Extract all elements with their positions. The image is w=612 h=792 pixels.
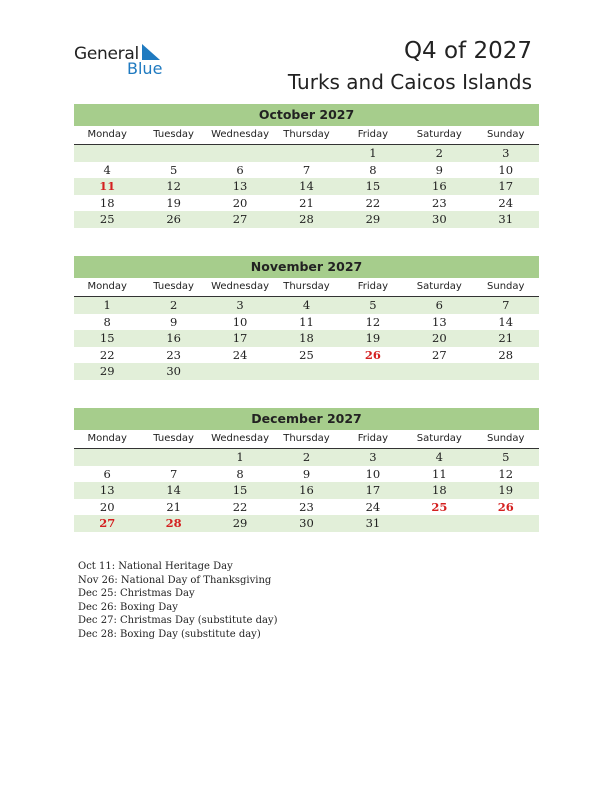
day-cell: [140, 145, 206, 162]
day-cell: 15: [99, 331, 115, 345]
week-row: [74, 297, 539, 314]
holiday-day-cell: 28: [165, 516, 182, 530]
weekday-label: Sunday: [487, 433, 525, 444]
holiday-note: Dec 27: Christmas Day (substitute day): [78, 615, 278, 626]
month-november: [74, 256, 539, 380]
holiday-note: Dec 25: Christmas Day: [78, 588, 195, 599]
week-row: [74, 145, 539, 162]
day-cell: 28: [299, 212, 314, 226]
holiday-day-cell: 26: [497, 499, 514, 514]
logo: [74, 44, 174, 78]
day-cell: 12: [166, 179, 181, 193]
week-row: [74, 211, 539, 228]
holiday-notes: [78, 560, 277, 641]
day-cell: 20: [99, 499, 115, 514]
day-cell: 10: [232, 314, 248, 329]
week-row: [74, 482, 539, 499]
week-row: [74, 314, 539, 331]
day-cell: 25: [299, 347, 314, 362]
day-cell: 14: [299, 179, 314, 193]
week-row: [74, 449, 539, 466]
day-cell: 22: [232, 499, 248, 514]
day-cell: 21: [166, 499, 181, 514]
weekday-label: Saturday: [416, 433, 462, 444]
weekday-label: Friday: [357, 433, 389, 444]
weekday-header-row: [74, 430, 539, 449]
month-title: December 2027: [74, 408, 539, 430]
day-cell: 9: [435, 162, 443, 177]
day-cell: [473, 515, 539, 532]
day-cell: 27: [432, 347, 447, 362]
day-cell: 8: [103, 314, 111, 329]
month-december: [74, 408, 539, 532]
day-cell: 21: [299, 195, 314, 210]
day-cell: 29: [232, 516, 248, 530]
holiday-note: Nov 26: National Day of Thanksgiving: [78, 574, 272, 586]
day-cell: 15: [232, 483, 248, 497]
day-cell: 7: [502, 298, 510, 312]
day-cell: 7: [302, 162, 311, 177]
day-cell: 6: [236, 162, 244, 177]
day-cell: 4: [103, 162, 111, 177]
day-cell: [473, 363, 539, 380]
day-cell: 2: [435, 146, 443, 160]
week-row: [74, 347, 539, 364]
logo-text-blue: Blue: [127, 59, 163, 78]
day-cell: 11: [432, 466, 447, 481]
day-cell: 16: [299, 483, 314, 497]
day-cell: 31: [498, 212, 514, 226]
day-cell: 5: [369, 298, 377, 312]
day-cell: 24: [498, 195, 514, 210]
day-cell: 13: [99, 483, 115, 497]
day-cell: 3: [369, 450, 377, 464]
day-cell: [406, 515, 472, 532]
day-cell: 24: [365, 499, 381, 514]
day-cell: [74, 449, 140, 466]
day-cell: 12: [365, 314, 381, 329]
day-cell: 2: [169, 298, 178, 312]
day-cell: 7: [169, 466, 178, 481]
weekday-label: Monday: [87, 281, 127, 292]
logo-triangle-icon: [140, 44, 160, 60]
day-cell: 19: [365, 331, 381, 345]
weekday-label: Monday: [87, 129, 127, 140]
weekday-label: Sunday: [487, 129, 525, 140]
day-cell: 13: [432, 314, 447, 329]
page-title: Q4 of 2027: [403, 38, 532, 64]
day-cell: [340, 363, 406, 380]
day-cell: 8: [236, 466, 244, 481]
day-cell: [74, 145, 140, 162]
day-cell: 4: [302, 298, 311, 312]
day-cell: 6: [435, 298, 443, 312]
day-cell: 2: [302, 450, 311, 464]
day-cell: 10: [365, 466, 381, 481]
month-title: November 2027: [74, 256, 539, 278]
month-october: [74, 104, 539, 228]
day-cell: 18: [99, 195, 115, 210]
day-cell: 25: [99, 212, 115, 226]
day-cell: [273, 145, 339, 162]
day-cell: 5: [502, 450, 510, 464]
weekday-label: Thursday: [283, 281, 330, 292]
day-cell: 19: [166, 195, 181, 210]
day-cell: 1: [236, 450, 244, 464]
day-cell: 22: [365, 195, 381, 210]
day-cell: 9: [169, 314, 178, 329]
holiday-day-cell: 25: [431, 499, 448, 514]
weekday-label: Thursday: [283, 129, 330, 140]
week-row: [74, 363, 539, 380]
holiday-day-cell: 11: [99, 179, 116, 193]
day-cell: 17: [365, 483, 381, 497]
day-cell: 21: [498, 331, 514, 345]
day-cell: 3: [236, 298, 244, 312]
holiday-note: Oct 11: National Heritage Day: [78, 561, 233, 572]
holiday-note: Dec 28: Boxing Day (substitute day): [78, 628, 261, 640]
weekday-label: Wednesday: [211, 129, 269, 140]
day-cell: 29: [365, 212, 381, 226]
day-cell: 13: [232, 179, 248, 193]
day-cell: 16: [432, 179, 447, 193]
day-cell: [140, 449, 206, 466]
day-cell: 8: [369, 162, 377, 177]
holiday-day-cell: 27: [99, 516, 116, 530]
day-cell: 1: [103, 298, 111, 312]
day-cell: 24: [232, 347, 248, 362]
day-cell: [207, 145, 273, 162]
day-cell: 3: [502, 146, 510, 160]
weekday-label: Saturday: [416, 281, 462, 292]
page-subtitle: Turks and Caicos Islands: [287, 70, 532, 94]
day-cell: 31: [365, 516, 381, 530]
month-title: October 2027: [74, 104, 539, 126]
weekday-label: Wednesday: [211, 433, 269, 444]
day-cell: 29: [99, 364, 115, 378]
day-cell: [273, 363, 339, 380]
weekday-label: Sunday: [487, 281, 525, 292]
logo-text-general: General: [74, 44, 139, 64]
weekday-header-row: [74, 126, 539, 145]
week-row: [74, 178, 539, 195]
day-cell: 30: [299, 516, 314, 530]
day-cell: 18: [432, 483, 447, 497]
day-cell: 28: [498, 347, 514, 362]
day-cell: 14: [498, 314, 514, 329]
day-cell: 9: [302, 466, 311, 481]
week-row: [74, 466, 539, 483]
day-cell: 16: [166, 331, 181, 345]
holiday-day-cell: 26: [364, 347, 381, 362]
day-cell: 30: [432, 212, 447, 226]
day-cell: 11: [299, 314, 314, 329]
day-cell: 18: [299, 331, 314, 345]
day-cell: 30: [166, 364, 181, 378]
weekday-label: Tuesday: [153, 281, 194, 292]
day-cell: 10: [498, 162, 514, 177]
day-cell: 22: [99, 347, 115, 362]
day-cell: 23: [299, 499, 314, 514]
day-cell: 17: [498, 179, 514, 193]
day-cell: 26: [166, 212, 181, 226]
weekday-label: Saturday: [416, 129, 462, 140]
day-cell: 1: [369, 146, 377, 160]
weekday-label: Friday: [357, 281, 389, 292]
day-cell: 27: [232, 212, 248, 226]
week-row: [74, 330, 539, 347]
day-cell: [207, 363, 273, 380]
day-cell: 23: [432, 195, 447, 210]
weekday-label: Tuesday: [153, 433, 194, 444]
weekday-label: Thursday: [283, 433, 330, 444]
day-cell: 20: [232, 195, 248, 210]
day-cell: 17: [232, 331, 248, 345]
day-cell: 4: [435, 450, 443, 464]
weekday-header-row: [74, 278, 539, 297]
weekday-label: Monday: [87, 433, 127, 444]
week-row: [74, 515, 539, 532]
weekday-label: Tuesday: [153, 129, 194, 140]
day-cell: [406, 363, 472, 380]
week-row: [74, 499, 539, 516]
day-cell: 20: [432, 331, 447, 345]
weekday-label: Wednesday: [211, 281, 269, 292]
weekday-label: Friday: [357, 129, 389, 140]
day-cell: 6: [103, 466, 111, 481]
day-cell: 23: [166, 347, 181, 362]
week-row: [74, 195, 539, 212]
week-row: [74, 162, 539, 179]
day-cell: 12: [498, 466, 514, 481]
day-cell: 19: [498, 483, 514, 497]
day-cell: 15: [365, 179, 381, 193]
day-cell: 5: [169, 162, 178, 177]
day-cell: 14: [166, 483, 181, 497]
holiday-note: Dec 26: Boxing Day: [78, 601, 178, 613]
